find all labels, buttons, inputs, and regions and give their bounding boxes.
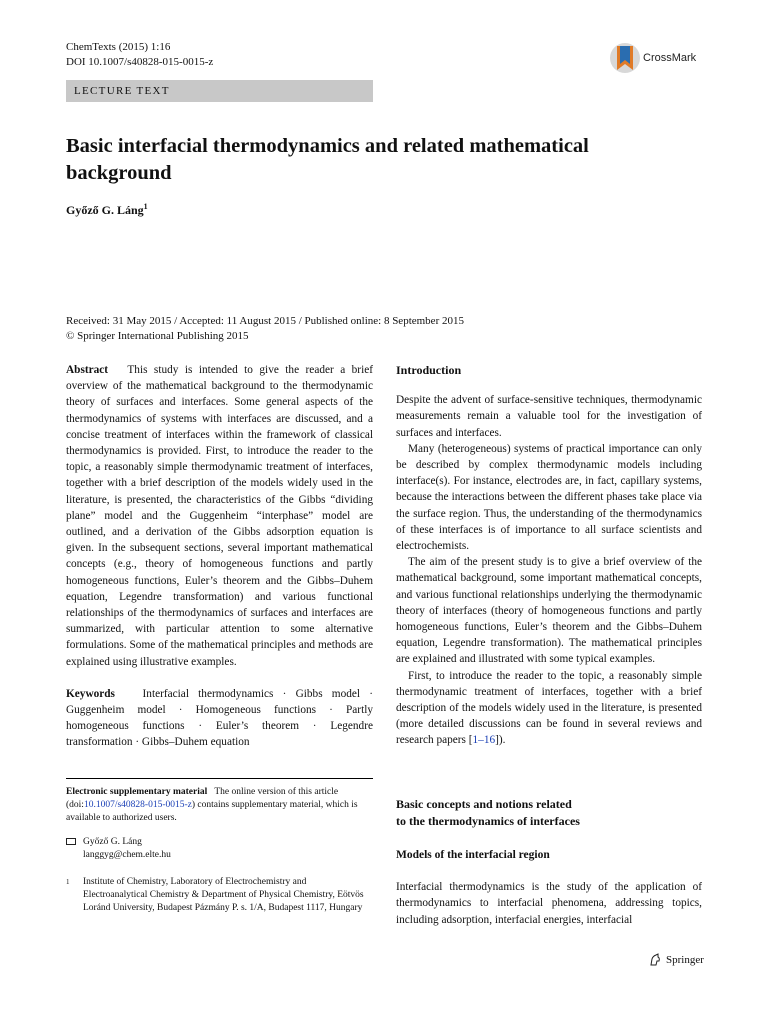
corr-email[interactable]: langgyg@chem.elte.hu bbox=[83, 850, 171, 860]
intro-paragraph-4 bbox=[396, 668, 702, 749]
paper-title: Basic interfacial thermodynamics and related mathematical background bbox=[66, 135, 589, 184]
publisher-footer bbox=[648, 953, 704, 967]
author bbox=[66, 202, 148, 218]
abstract-text: This study is intended to give the reader a brief overview of the mathematical background to the thermodynamic theory of surfaces and interfaces. Some general aspects of the thermodynamics of systems with interfaces are discussed, and a concise treatment of interfaces within the framework of classical thermodynamics is provided. First, to introduce the reader to the topic, a reasonably simple thermodynamic treatment of interfaces, together with a brief description of the models widely used in the literature, is presented, the characteristics of the Gibbs “dividing plane” model and the Guggenheim “interphase” model are outlined, and a derivation of the Gibbs adsorption equation is given. In the subsequent sections, several important mathematical concepts (e.g., theory of homogeneous functions and partly homogeneous functions, Euler’s theorem and the Gibbs–Duhem equation, Legendre transformation) and various functional relationships of the thermodynamics of surfaces and interfaces are summarized, with particular attention to some alternative formulations. Some of the mathematical principles and methods are explained using illustrative examples. bbox=[66, 364, 373, 668]
affil-text: Institute of Chemistry, Laboratory of Electrochemistry and Electroanalytical Chemistry & Department of Physical Chemistry, Eötvös Loránd University, Budapest Pázmány P. s. 1/A, Budapest 1117, Hungary bbox=[83, 877, 364, 913]
citation-link[interactable]: 1–16 bbox=[472, 734, 496, 747]
journal-name: ChemTexts (2015) 1:16 bbox=[66, 41, 171, 53]
correspondence bbox=[66, 836, 373, 862]
author-name: Győző G. Láng bbox=[66, 203, 144, 217]
keywords bbox=[66, 686, 373, 751]
keywords-text: Interfacial thermodynamics · Gibbs model · Guggenheim model · Homogeneous functions · Partly homogeneous functions · Euler’s theorem · Legendre transformation · Gibbs–Duhem equation bbox=[66, 687, 373, 749]
publication-dates bbox=[66, 314, 464, 344]
esm-pre: The online version of this article (doi: bbox=[66, 787, 339, 810]
intro-paragraph-1: Despite the advent of surface-sensitive techniques, thermodynamic measurements remain a valuable tool for the investigation of surfaces and interfaces. bbox=[396, 394, 702, 439]
abstract bbox=[66, 362, 373, 670]
crossmark-label: CrossMark bbox=[643, 52, 697, 64]
affiliation bbox=[66, 876, 373, 915]
right-column-bottom bbox=[396, 796, 702, 928]
right-column-top bbox=[396, 362, 702, 749]
intro-paragraph-3: The aim of the present study is to give a brief overview of the mathematical background, some important mathematical concepts, and various functional relationships underlying the thermodynamic theory of interfaces (theory of homogeneous functions and partly homogeneous functions, Euler’s theorem and the Gibbs–Duhem equation, Legendre transformation). The mathematical principles are explained and illustrated with some typical examples. bbox=[396, 556, 702, 666]
dates-line: Received: 31 May 2015 / Accepted: 11 August 2015 / Published online: 8 September 2015 bbox=[66, 315, 464, 327]
abstract-label: Abstract bbox=[66, 364, 109, 376]
section-banner: LECTURE TEXT bbox=[66, 80, 373, 102]
intro-heading: Introduction bbox=[396, 363, 462, 377]
keywords-label: Keywords bbox=[66, 687, 115, 700]
publisher-name: Springer bbox=[666, 954, 704, 966]
left-column bbox=[66, 362, 373, 751]
crossmark-icon bbox=[609, 40, 641, 76]
affil-number: 1 bbox=[66, 878, 70, 886]
intro-p4-end: ]). bbox=[495, 734, 506, 747]
section-heading-line2: to the thermodynamics of interfaces bbox=[396, 814, 580, 828]
author-affil-mark: 1 bbox=[143, 202, 148, 211]
springer-horse-icon bbox=[648, 953, 662, 967]
copyright-line: © Springer International Publishing 2015 bbox=[66, 330, 249, 342]
supplementary-note bbox=[66, 786, 373, 825]
corr-name: Győző G. Láng bbox=[83, 837, 142, 847]
esm-doi-link[interactable]: 10.1007/s40828-015-0015-z bbox=[83, 800, 192, 810]
footnote-divider bbox=[66, 778, 373, 779]
doi: DOI 10.1007/s40828-015-0015-z bbox=[66, 56, 214, 68]
section-heading bbox=[396, 796, 702, 830]
section-heading-line1: Basic concepts and notions related bbox=[396, 797, 572, 811]
mail-icon bbox=[66, 838, 76, 845]
esm-post: ) contains supplementary material, which is available to authorized users. bbox=[66, 800, 358, 823]
crossmark-badge[interactable] bbox=[609, 40, 709, 76]
section-paragraph-1: Interfacial thermodynamics is the study of the application of thermodynamics to interfacial phenomena, addressing topics, including adsorption, interfacial energies, interfacial bbox=[396, 881, 702, 926]
intro-paragraph-2: Many (heterogeneous) systems of practical importance can only be described by complex thermodynamic models including interface(s). For instance, electrodes are, in fact, capillary systems, because the interactions between the different phases take place via the surface region. Thus, the understanding of the thermodynamics of these interfaces is of importance to all surface scientists and electrochemists. bbox=[396, 442, 702, 553]
esm-label: Electronic supplementary material bbox=[66, 787, 208, 797]
journal-citation bbox=[66, 40, 213, 70]
subsection-heading: Models of the interfacial region bbox=[396, 849, 550, 861]
intro-p4-text: First, to introduce the reader to the topic, a reasonably simple thermodynamic treatment of interfaces, together with a brief description of the models widely used in the literature, is presented (more detailed discussions can be found in several reviews and research papers [ bbox=[396, 669, 702, 747]
